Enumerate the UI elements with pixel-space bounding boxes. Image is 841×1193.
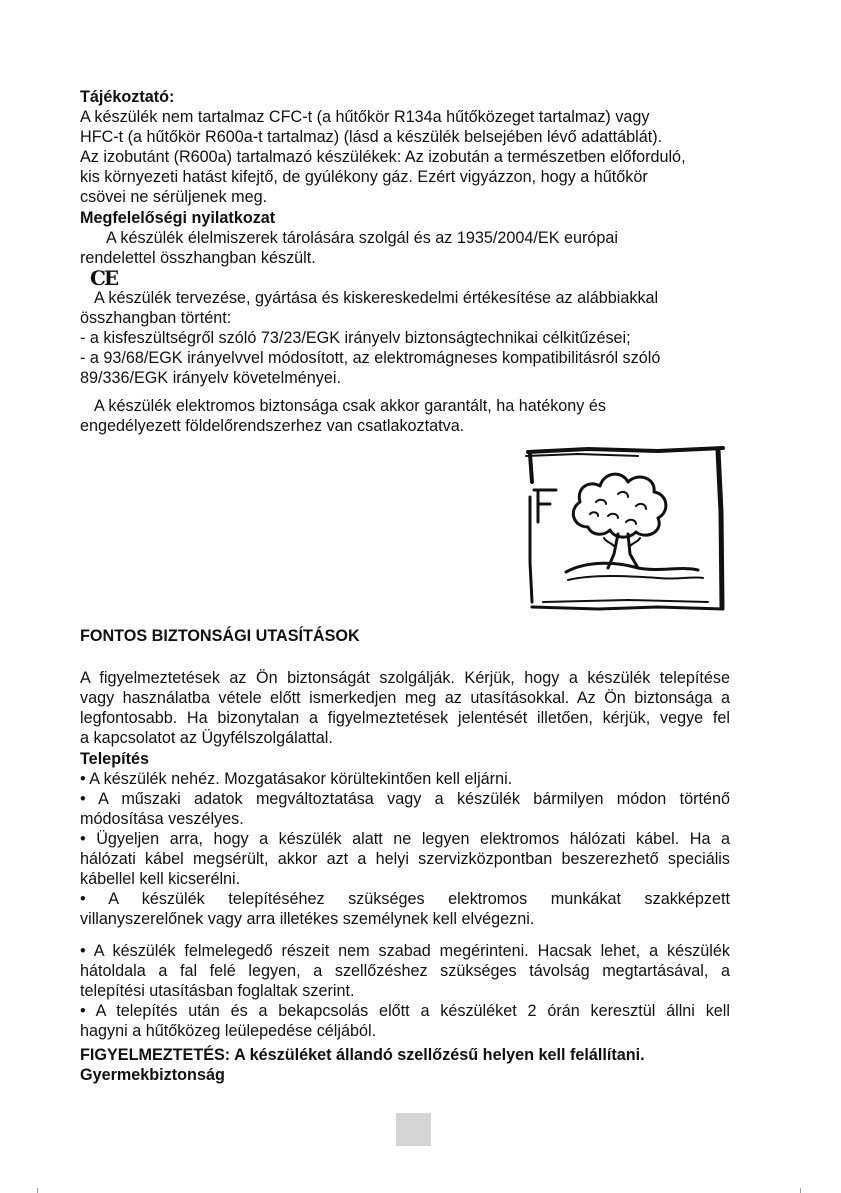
conformity-paragraph bbox=[80, 228, 730, 388]
conformity-line: 89/336/EGK irányelv követelményei. bbox=[80, 369, 341, 387]
info-line: kis környezeti hatást kifejtő, de gyúlékony gáz. Ezért vigyázzon, hogy a hűtőkör bbox=[80, 168, 648, 186]
crop-mark bbox=[37, 1188, 38, 1193]
install-heading: Telepítés bbox=[80, 750, 149, 768]
page-number-box bbox=[396, 1113, 431, 1146]
intro-line: legfontosabb. Ha bizonytalan a figyelmeztetések jelentését illetően, kérjük, vegye fel bbox=[80, 709, 730, 727]
conformity-line: összhangban történt: bbox=[80, 309, 232, 327]
conformity-line: - a kisfeszültségről szóló 73/23/EGK irányelv biztonságtechnikai célkitűzései; bbox=[80, 329, 631, 347]
conformity-line: A készülék élelmiszerek tárolására szolgál és az 1935/2004/EK európai bbox=[106, 229, 618, 247]
install-item: • A készülék telepítéséhez szükséges elektromos munkákat szakképzett bbox=[80, 890, 730, 908]
conformity-line: A készülék elektromos biztonsága csak akkor garantált, ha hatékony és bbox=[94, 397, 606, 415]
info-heading: Tájékoztató: bbox=[80, 88, 175, 106]
crop-mark bbox=[800, 1188, 801, 1193]
conformity-line: - a 93/68/EGK irányelvvel módosított, az elektromágneses kompatibilitásról szóló bbox=[80, 349, 661, 367]
install-item: módosítása veszélyes. bbox=[80, 810, 244, 828]
install-item: villanyszerelőnek vagy arra illetékes személynek kell elvégezni. bbox=[80, 910, 535, 928]
conformity-line: A készülék tervezése, gyártása és kiskereskedelmi értékesítése az alábbiakkal bbox=[94, 289, 659, 307]
conformity-line-with-ce bbox=[80, 248, 730, 288]
safety-intro bbox=[80, 668, 730, 748]
install-item: kábellel kell kicserélni. bbox=[80, 870, 241, 888]
conformity-heading: Megfelelőségi nyilatkozat bbox=[80, 209, 276, 227]
install-item: hátoldala a fal felé legyen, a szellőzéshez szükséges távolság megtartásával, a bbox=[80, 962, 730, 980]
ce-mark-icon: CE bbox=[90, 266, 118, 290]
install-item: • A telepítés után és a bekapcsolás előtt a készüléket 2 órán keresztül állni kell bbox=[80, 1002, 730, 1020]
install-list bbox=[80, 769, 730, 929]
info-line: A készülék nem tartalmaz CFC-t (a hűtőkör R134a hűtőközeget tartalmaz) vagy bbox=[80, 108, 650, 126]
info-line: Az izobutánt (R600a) tartalmazó készülékek: Az izobután a természetben előforduló, bbox=[80, 148, 686, 166]
install-item: • Ügyeljen arra, hogy a készülék alatt ne legyen elektromos hálózati kábel. Ha a bbox=[80, 830, 730, 848]
safety-heading: FONTOS BIZTONSÁGI UTASÍTÁSOK bbox=[80, 627, 360, 645]
install-item: hagyni a hűtőközeg leülepedése céljából. bbox=[80, 1022, 377, 1040]
info-line: csövei ne sérüljenek meg. bbox=[80, 188, 268, 206]
warning-text: FIGYELMEZTETÉS: A készüléket állandó szellőzésű helyen kell felállítani. bbox=[80, 1046, 645, 1064]
install-item: hálózati kábel megsérült, akkor azt a helyi szervizközpontban beszerezhető speciális bbox=[80, 850, 730, 868]
eco-tree-stamp-icon bbox=[518, 442, 735, 614]
install-item: • A készülék nehéz. Mozgatásakor körültekintően kell eljárni. bbox=[80, 770, 513, 788]
info-paragraph bbox=[80, 107, 730, 207]
install-item: • A műszaki adatok megváltoztatása vagy a készülék bármilyen módon történő bbox=[80, 790, 730, 808]
install-item: • A készülék felmelegedő részeit nem szabad megérinteni. Hacsak lehet, a készülék bbox=[80, 942, 730, 960]
conformity-line: rendelettel összhangban készült. bbox=[80, 249, 316, 267]
info-line: HFC-t (a hűtőkör R600a-t tartalmaz) (lásd a készülék belsejében lévő adattáblát). bbox=[80, 128, 663, 146]
child-safety-heading: Gyermekbiztonság bbox=[80, 1066, 225, 1084]
conformity-line: engedélyezett földelőrendszerhez van csatlakoztatva. bbox=[80, 417, 465, 435]
intro-line: vagy használatba vétele előtt ismerkedjen meg az utasításokkal. Az Ön biztonsága a bbox=[80, 689, 730, 707]
install-item: telepítési utasításban foglaltak szerint. bbox=[80, 982, 355, 1000]
intro-line: a kapcsolatot az Ügyfélszolgálattal. bbox=[80, 729, 333, 747]
install-list-2 bbox=[80, 941, 730, 1041]
safety-ground-paragraph bbox=[80, 396, 730, 436]
intro-line: A figyelmeztetések az Ön biztonságát szolgálják. Kérjük, hogy a készülék telepítése bbox=[80, 669, 730, 687]
